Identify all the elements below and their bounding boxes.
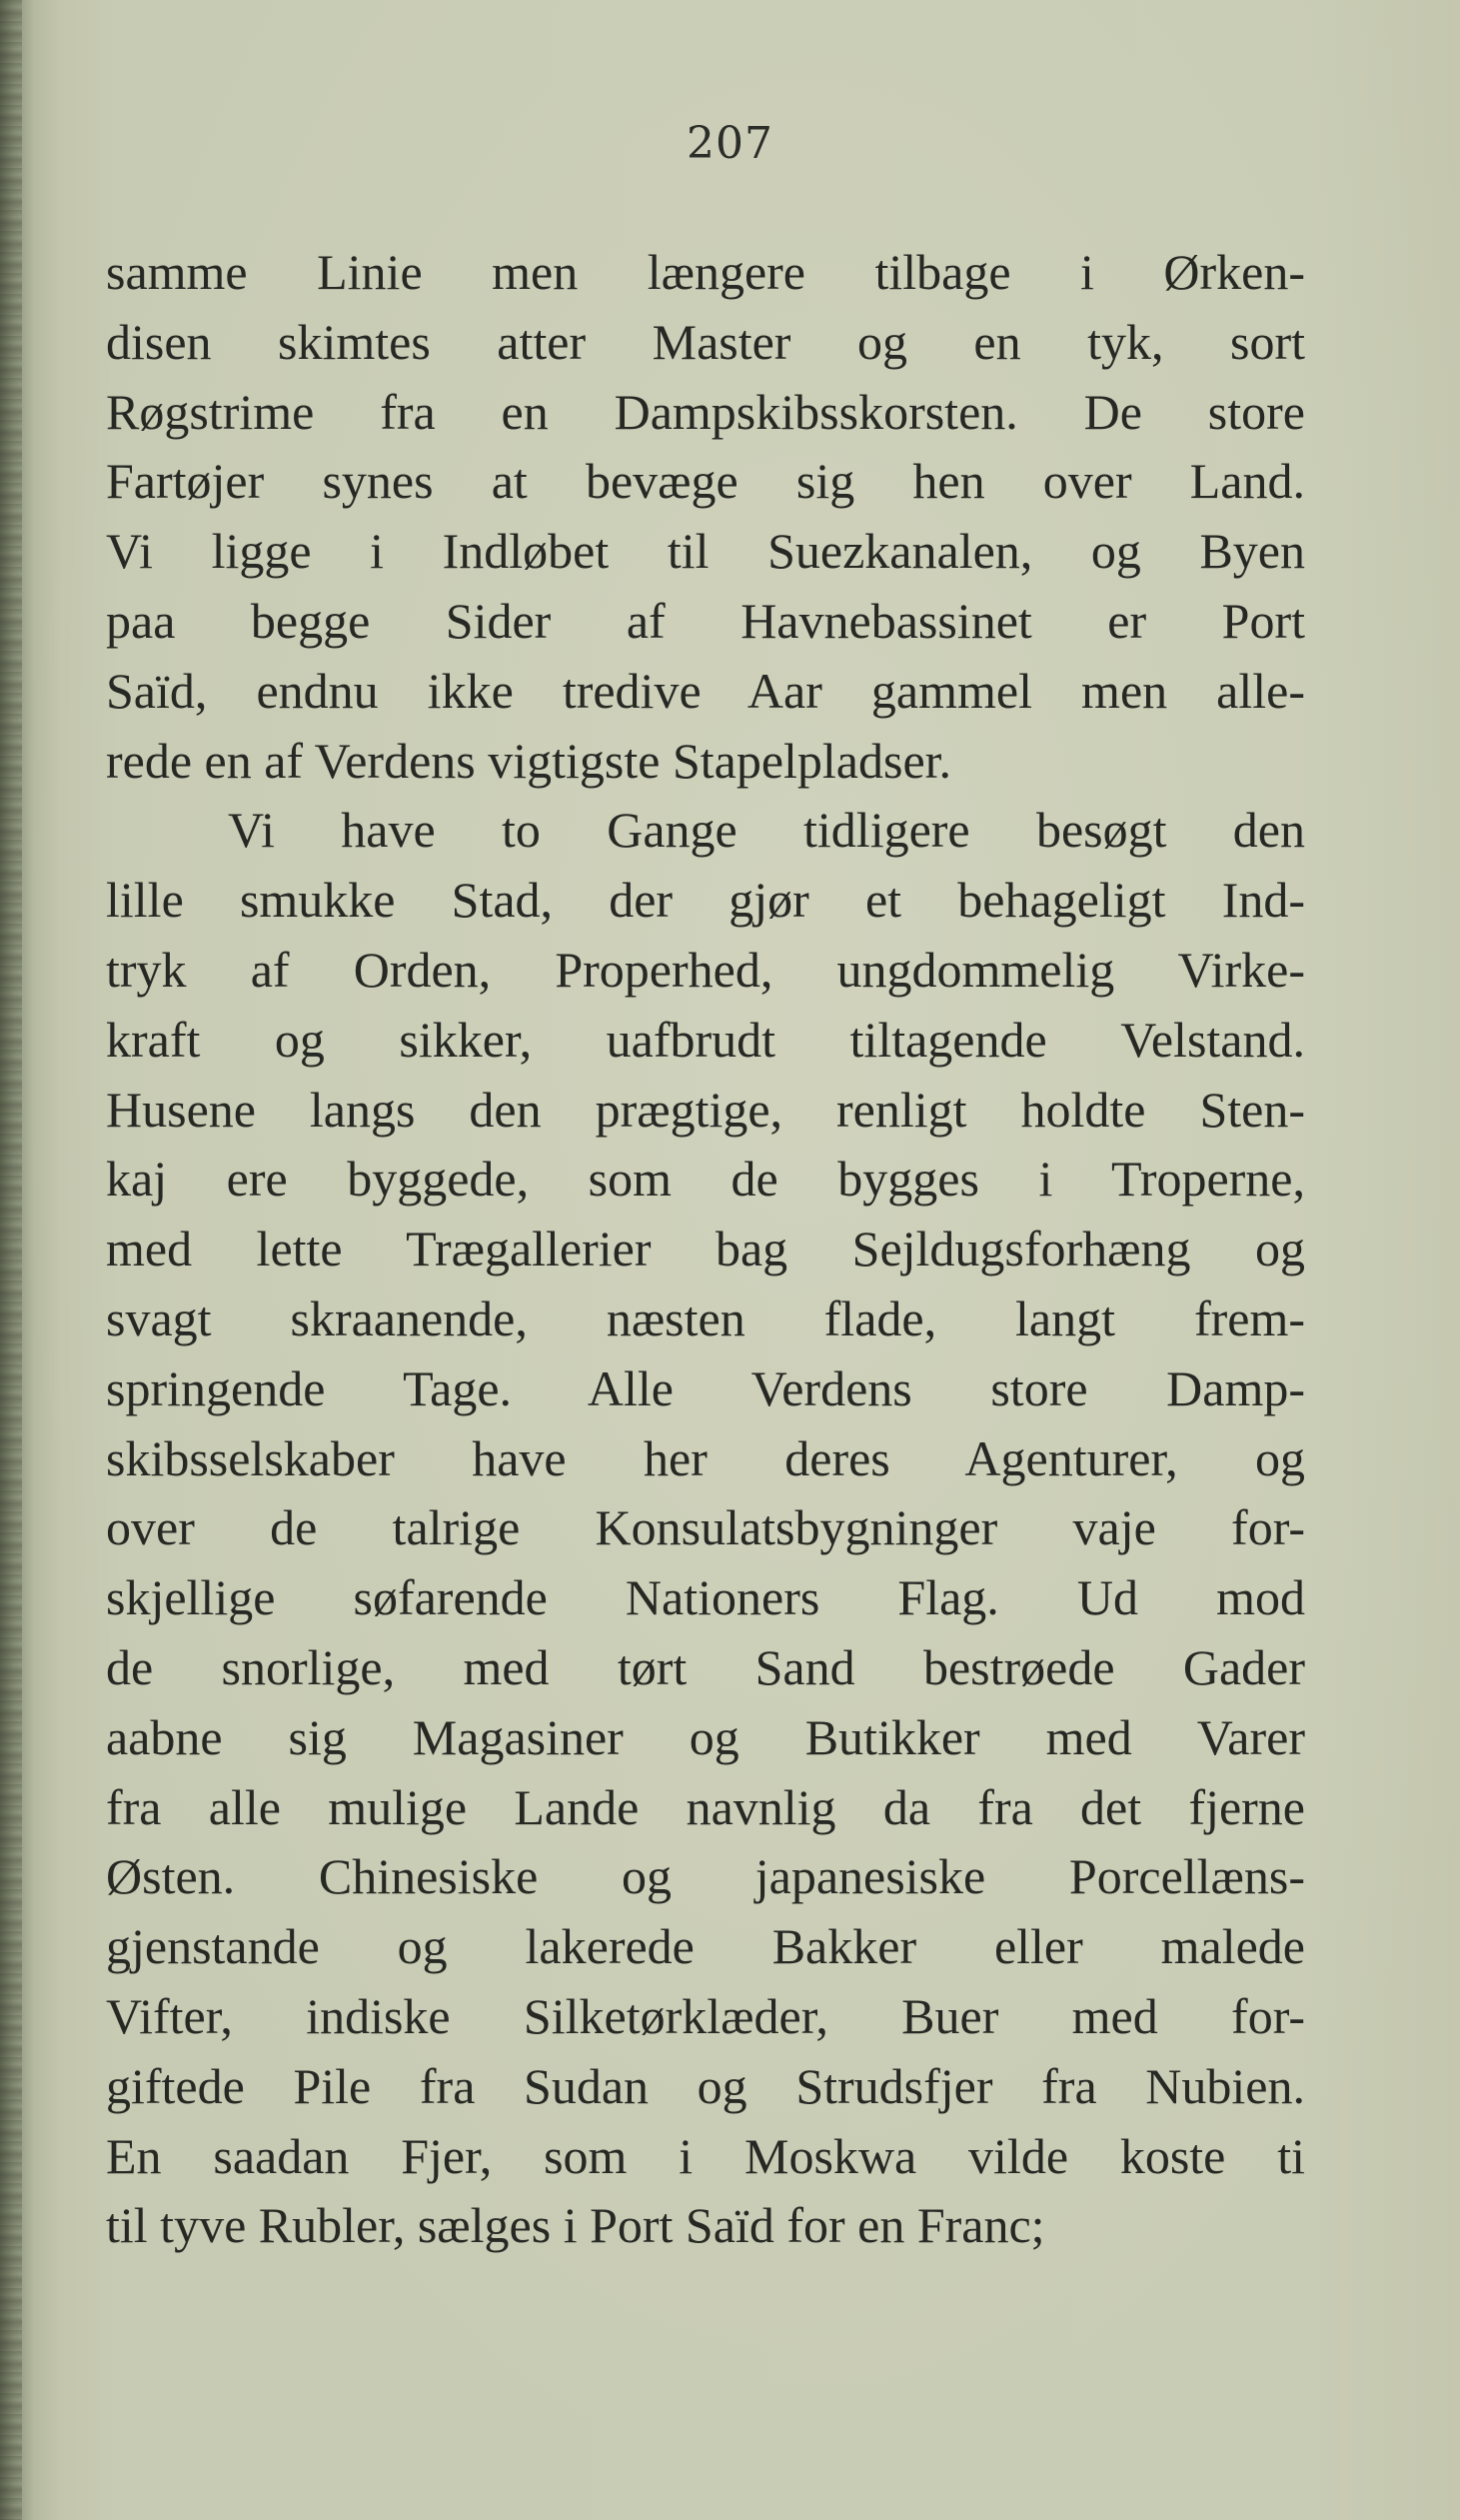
text-line: med lette Trægallerier bag Sejldugsforhæng og	[106, 1221, 1305, 1277]
text-line: springende Tage. Alle Verdens store Damp-	[106, 1359, 1305, 1416]
text-line-paragraph-end: rede en af Verdens vigtigste Stapelpladser.	[106, 732, 952, 789]
body-text	[106, 238, 1305, 2261]
text-line: de snorlige, med tørt Sand bestrøede Gader	[106, 1638, 1305, 1695]
text-line: til tyve Rubler, sælges i Port Saïd for en Franc;	[106, 2197, 1045, 2254]
text-line: Husene langs den prægtige, renligt holdte Sten-	[106, 1081, 1305, 1138]
text-line: skjellige søfarende Nationers Flag. Ud mod	[106, 1569, 1305, 1626]
text-line: En saadan Fjer, som i Moskwa vilde koste ti	[106, 2127, 1305, 2184]
text-line: paa begge Sider af Havnebassinet er Port	[106, 592, 1305, 649]
text-line: disen skimtes atter Master og en tyk, sort	[106, 313, 1305, 370]
text-line: kraft og sikker, uafbrudt tiltagende Velstand.	[106, 1011, 1305, 1068]
text-line: Røgstrime fra en Dampskibsskorsten. De store	[106, 383, 1305, 440]
text-line: kaj ere byggede, som de bygges i Troperne,	[106, 1151, 1305, 1208]
text-line: gjenstande og lakerede Bakker eller malede	[106, 1918, 1305, 1975]
text-line: Østen. Chinesiske og japanesiske Porcellæns-	[106, 1848, 1305, 1905]
book-spine-shadow	[0, 0, 22, 2520]
text-line: over de talrige Konsulatsbygninger vaje for-	[106, 1499, 1305, 1556]
text-line: aabne sig Magasiner og Butikker med Varer	[106, 1708, 1305, 1765]
text-line: Fartøjer synes at bevæge sig hen over Land.	[106, 453, 1305, 510]
text-line: Vifter, indiske Silketørklæder, Buer med for-	[106, 1987, 1305, 2044]
text-line: Vi ligge i Indløbet til Suezkanalen, og Byen	[106, 523, 1305, 580]
text-line: skibsselskaber have her deres Agenturer, og	[106, 1429, 1305, 1486]
text-line: tryk af Orden, Properhed, ungdommelig Virke-	[106, 941, 1305, 998]
text-line-paragraph-start: Vi have to Gange tidligere besøgt den	[228, 802, 1305, 859]
text-line: samme Linie men længere tilbage i Ørken-	[106, 244, 1305, 300]
text-line: fra alle mulige Lande navnlig da fra det fjerne	[106, 1778, 1305, 1835]
text-line: giftede Pile fra Sudan og Strudsfjer fra Nubien.	[106, 2057, 1305, 2114]
page-number: 207	[687, 118, 773, 169]
text-line: lille smukke Stad, der gjør et behageligt Ind-	[106, 872, 1305, 929]
text-line: svagt skraanende, næsten flade, langt frem-	[106, 1289, 1305, 1346]
text-line: Saïd, endnu ikke tredive Aar gammel men alle-	[106, 662, 1305, 719]
